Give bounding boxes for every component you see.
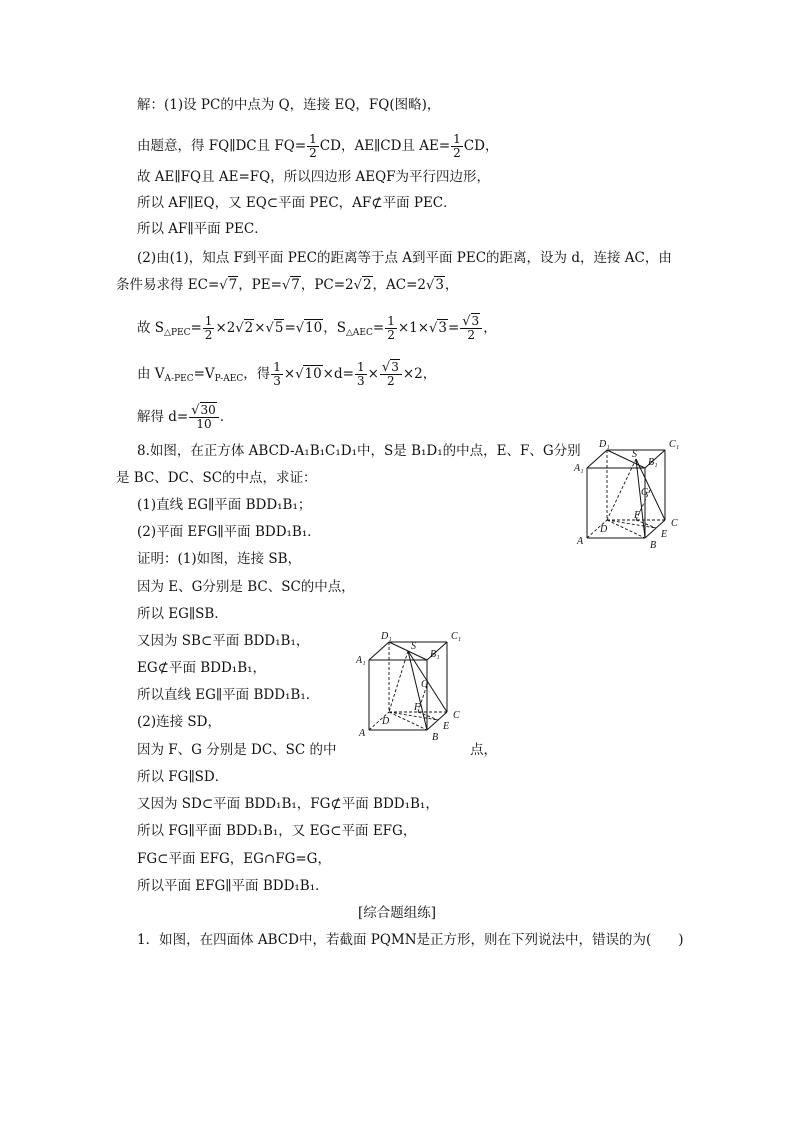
problem8-part1: (1)直线 EG∥平面 BDD₁B₁； [137, 497, 312, 513]
solution-line-5: 所以 AF∥平面 PEC． [137, 221, 268, 237]
proof-line-8a: 因为 F、G 分别是 DC、SC 的中 [137, 742, 337, 758]
fraction-half: $\frac{1}{2}$ [453, 132, 461, 160]
solution-line-4: 所以 AF∥EQ，又 EQ⊂平面 PEC，AF⊄平面 PEC． [137, 195, 457, 211]
label-D: D [382, 716, 390, 727]
problem8-statement-1: 8.如图，在正方体 ABCD-A₁B₁C₁D₁中，S是 B₁D₁的中点，E、F、G分别 [137, 443, 581, 459]
fraction-half: $\frac{1}{2}$ [309, 132, 317, 160]
cube-figure-2 [354, 630, 469, 742]
proof-line-2: 因为 E、G分别是 BC、SC的中点， [137, 579, 355, 595]
solution-line-3: 故 AE∥FQ且 AE=FQ，所以四边形 AEQF为平行四边形， [137, 169, 491, 185]
label-A1: A₁ [574, 463, 584, 474]
label-B: B [650, 540, 657, 550]
label-C1: C₁ [669, 439, 680, 450]
proof-line-13: 所以平面 EFG∥平面 BDD₁B₁． [137, 878, 329, 894]
problem8-part2: (2)平面 EFG∥平面 BDD₁B₁． [137, 524, 321, 540]
solution-line-7: 条件易求得 EC=√7，PE=√7，PC=2√2，AC=2√3， [116, 277, 459, 293]
section-title: [综合题组练] [357, 905, 437, 921]
proof-line-7: (2)连接 SD， [137, 714, 221, 730]
cube-figure [572, 438, 687, 550]
proof-line-6: 所以直线 EG∥平面 BDD₁B₁． [137, 687, 320, 703]
proof-line-10: 又因为 SD⊂平面 BDD₁B₁，FG⊄平面 BDD₁B₁， [137, 796, 439, 812]
proof-line-8b: 点， [470, 742, 497, 758]
label-D1: D₁ [381, 631, 392, 642]
proof-line-12: FG⊂平面 EFG，EG∩FG=G， [137, 851, 331, 867]
label-C1: C₁ [451, 631, 462, 642]
proof-line-1: 证明：(1)如图，连接 SB， [137, 551, 302, 567]
label-A: A [359, 728, 366, 739]
label-S: S [411, 641, 416, 652]
solution-line-6: (2)由(1)，知点 F到平面 PEC的距离等于点 A到平面 PEC的距离，设为 d，连接 AC，由 [137, 250, 672, 266]
label-G: G [421, 679, 429, 690]
problem8-statement-2: 是 BC、DC、SC的中点，求证： [116, 470, 317, 486]
label-G: G [641, 487, 649, 498]
label-D1: D₁ [599, 439, 610, 450]
proof-line-11: 所以 FG∥平面 BDD₁B₁，又 EG⊂平面 EFG， [137, 823, 417, 839]
solution-line-8: 故 $S_{\triangle PEC}=$ $\frac{1}{2}$ ×2√2×√5=√10，$S_{\triangle AEC}=$ $\frac{1}{2}$ ×1×√3= $\frac{√3}{2}$ ， [137, 314, 497, 342]
label-F: F [634, 510, 641, 521]
solution-line-9: 由 $V_{A-PEC}=V_{P-AEC}$，得 $\frac{1}{3}$ ×√10×d= $\frac{1}{3}$ × $\frac{√3}{2}$ ×2， [137, 360, 437, 388]
label-A1: A₁ [356, 655, 366, 666]
solution-line-2: 由题意，得 FQ∥DC且 FQ= $\frac{1}{2}$ CD，AE∥CD且 AE= $\frac{1}{2}$ CD， [137, 132, 499, 160]
proof-line-5: EG⊄平面 BDD₁B₁， [137, 660, 267, 676]
label-B1: B₁ [430, 649, 440, 660]
label-B1: B₁ [648, 457, 658, 468]
proof-line-4: 又因为 SB⊂平面 BDD₁B₁， [137, 633, 310, 649]
label-E: E [661, 529, 668, 540]
label-A: A [577, 536, 584, 547]
label-D: D [600, 524, 608, 535]
label-C: C [671, 518, 678, 529]
proof-line-9: 所以 FG∥SD． [137, 769, 229, 785]
label-E: E [443, 721, 450, 732]
label-S: S [632, 449, 637, 460]
label-F: F [414, 702, 421, 713]
question-1: 1．如图，在四面体 ABCD中，若截面 PQMN是正方形，则在下列说法中，错误的为( ) [137, 932, 684, 948]
label-B: B [432, 732, 439, 742]
solution-line-1: 解：(1)设 PC的中点为 Q，连接 EQ，FQ(图略)， [137, 97, 441, 113]
proof-line-3: 所以 EG∥SB． [137, 606, 228, 622]
label-C: C [453, 710, 460, 721]
solution-line-10: 解得 d= $\frac{√30}{10}$ ． [137, 403, 234, 431]
